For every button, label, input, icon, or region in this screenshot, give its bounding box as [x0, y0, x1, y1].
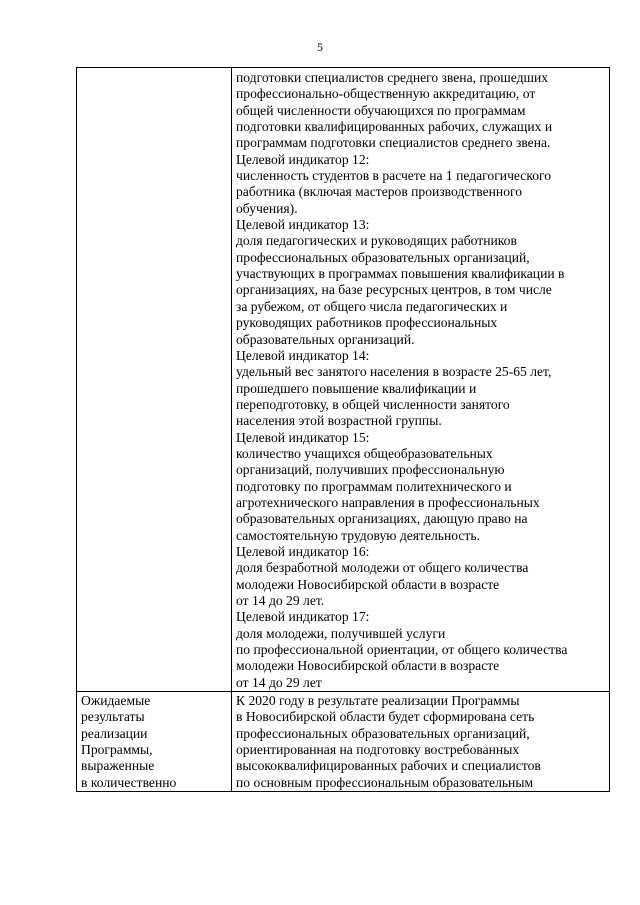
text-line: самостоятельную трудовую деятельность.: [236, 527, 480, 543]
text-line: подготовку по программам политехнического и: [236, 478, 512, 494]
text-line: Целевой индикатор 14:: [236, 347, 370, 363]
text-line: от 14 до 29 лет: [236, 674, 322, 690]
label-line: Ожидаемые: [81, 693, 151, 709]
text-line: Целевой индикатор 16:: [236, 543, 370, 559]
text-line: обучения).: [236, 200, 298, 216]
page-number: 5: [317, 40, 323, 54]
text-line: доля педагогических и руководящих работников: [236, 233, 517, 249]
text-line: в Новосибирской области будет сформирована сеть: [236, 709, 535, 725]
row2-label-cell: [77, 692, 232, 792]
text-line: молодежи Новосибирской области в возрасте: [236, 658, 500, 674]
text-line: общей численности обучающихся по программам: [236, 102, 526, 118]
text-line: молодежи Новосибирской области в возрасте: [236, 576, 500, 592]
text-line: работника (включая мастеров производственного: [236, 184, 523, 200]
text-line: за рубежом, от общего числа педагогических и: [236, 298, 508, 314]
text-line: организациях, на базе ресурсных центров, в том числе: [236, 282, 552, 298]
text-line: профессиональных образовательных организаций,: [236, 725, 530, 741]
row2-content-cell: [232, 692, 610, 792]
text-line: Целевой индикатор 12:: [236, 151, 370, 167]
label-line: выраженные: [81, 758, 155, 774]
text-line: доля безработной молодежи от общего количества: [236, 560, 529, 576]
text-line: образовательных организаций.: [236, 331, 415, 347]
text-line: количество учащихся общеобразовательных: [236, 445, 493, 461]
text-line: по профессиональной ориентации, от общего количества: [236, 642, 568, 658]
text-line: численность студентов в расчете на 1 педагогического: [236, 168, 552, 184]
table-row: [77, 68, 610, 692]
text-line: доля молодежи, получившей услуги: [236, 625, 446, 641]
text-line: переподготовку, в общей численности занятого: [236, 396, 510, 412]
text-line: Целевой индикатор 13:: [236, 217, 370, 233]
text-line: прошедшего повышение квалификации и: [236, 380, 477, 396]
text-line: от 14 до 29 лет.: [236, 593, 325, 608]
text-line: высококвалифицированных рабочих и специалистов: [236, 758, 541, 774]
text-line: агротехнического направления в профессиональных: [236, 494, 540, 510]
text-line: профессиональных образовательных организаций,: [236, 249, 530, 265]
row1-content-cell: [232, 68, 610, 692]
text-line: удельный вес занятого населения в возрасте 25-65 лет,: [236, 364, 552, 380]
text-line: профессионально-общественную аккредитацию, от: [236, 86, 536, 102]
text-line: образовательных организациях, дающую право на: [236, 511, 528, 527]
text-line: населения этой возрастной группы.: [236, 413, 442, 429]
text-line: по основным профессиональным образовательным: [236, 774, 534, 790]
row1-label-cell: [77, 68, 232, 692]
text-line: программам подготовки специалистов среднего звена.: [236, 135, 551, 151]
text-line: Целевой индикатор 15:: [236, 429, 370, 445]
program-passport-table: [76, 67, 610, 792]
table-row: [77, 692, 610, 792]
text-line: организаций, получивших профессиональную: [236, 462, 505, 478]
text-line: руководящих работников профессиональных: [236, 315, 498, 331]
text-line: подготовки квалифицированных рабочих, служащих и: [236, 119, 553, 135]
label-line: реализации: [81, 725, 148, 741]
label-line: результаты: [81, 709, 145, 725]
label-line: Программы,: [81, 742, 153, 758]
text-line: К 2020 году в результате реализации Программы: [236, 693, 520, 709]
text-line: Целевой индикатор 17:: [236, 609, 370, 625]
text-line: ориентированная на подготовку востребованных: [236, 742, 520, 758]
text-line: участвующих в программах повышения квалификации в: [236, 266, 565, 282]
label-line: в количественно: [81, 774, 177, 790]
text-line: подготовки специалистов среднего звена, прошедших: [236, 70, 549, 85]
